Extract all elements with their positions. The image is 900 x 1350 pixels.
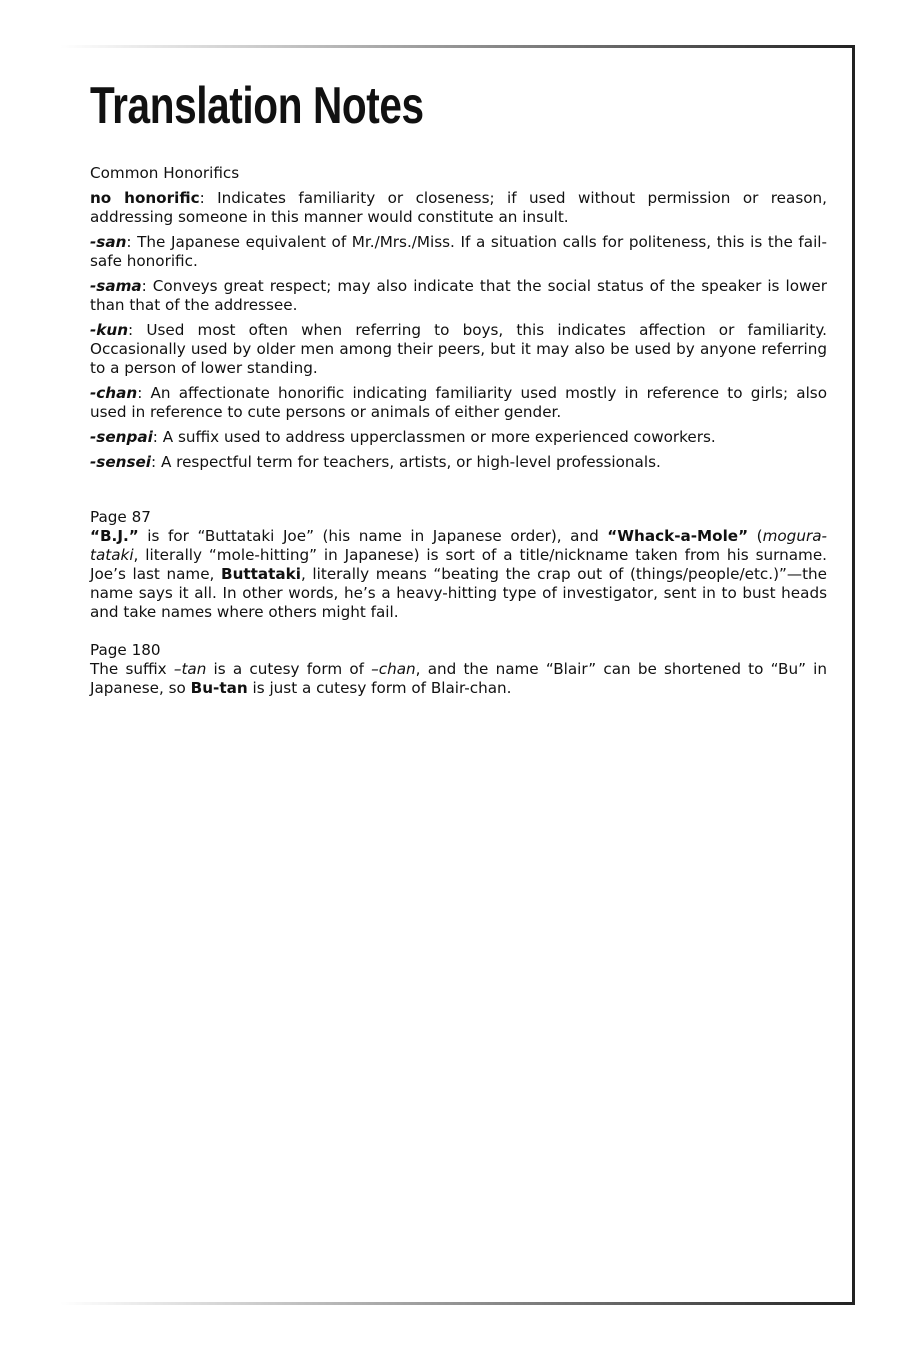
note-page-label: Page 87 [90, 508, 151, 526]
emphasized-term: –chan [371, 660, 416, 678]
page-notes [90, 508, 827, 698]
emphasized-term: “Whack-a-Mole” [607, 527, 749, 545]
text-run: The suffix [90, 660, 174, 678]
content [90, 164, 827, 717]
text-run: : An affectionate honorific indicating familiarity used mostly in reference to girls; also used in reference to cute persons or animals of either gender. [90, 384, 827, 421]
page-title: Translation Notes [90, 77, 424, 135]
emphasized-term: no honorific [90, 189, 200, 207]
honorific-entry [90, 384, 827, 422]
note-page-label: Page 180 [90, 641, 161, 659]
honorific-entry [90, 453, 827, 472]
note-text [90, 527, 827, 622]
honorific-entry [90, 428, 827, 447]
emphasized-term: -kun [90, 321, 129, 339]
text-run: , and the name “Blair” can be shortened to “Bu” in Japanese, so [90, 660, 827, 697]
emphasized-term: –tan [173, 660, 207, 678]
page-border-right [852, 45, 855, 1305]
text-run: : Used most often when referring to boys, this indicates affection or familiarity. Occasionally used by older men among their peers, but it may also be used by anyone referring to a person of lower standing. [90, 321, 827, 377]
text-run: is just a cutesy form of Blair-chan. [247, 679, 512, 697]
honorific-entry [90, 189, 827, 227]
emphasized-term: -sama [90, 277, 142, 295]
page-border-top [60, 45, 855, 48]
honorific-entry [90, 277, 827, 315]
emphasized-term: Buttataki [221, 565, 301, 583]
emphasized-term: -senpai [90, 428, 153, 446]
text-run: ( [748, 527, 763, 545]
text-run: , literally “mole-hitting” in Japanese) is sort of a title/nickname taken from his surname. Joe’s last name, [90, 546, 827, 583]
page-border-bottom [60, 1302, 855, 1305]
emphasized-term: mogura-tataki [90, 527, 827, 564]
text-run: is a cutesy form of [206, 660, 372, 678]
emphasized-term: “B.J.” [90, 527, 139, 545]
text-run: : Conveys great respect; may also indicate that the social status of the speaker is lower than that of the addressee. [90, 277, 827, 314]
text-run: , literally means “beating the crap out of (things/people/etc.)”—the name says it all. In other words, he’s a heavy-hitting type of investigator, sent in to bust heads and take names where others might fail. [90, 565, 827, 621]
note-text [90, 660, 827, 698]
text-run: : A respectful term for teachers, artists, or high-level professionals. [151, 453, 661, 471]
text-run: : The Japanese equivalent of Mr./Mrs./Miss. If a situation calls for politeness, this is the fail-safe honorific. [90, 233, 827, 270]
emphasized-term: -chan [90, 384, 138, 402]
emphasized-term: -sensei [90, 453, 152, 471]
text-run: is for “Buttataki Joe” (his name in Japanese order), and [138, 527, 608, 545]
honorifics-list [90, 189, 827, 472]
text-run: : A suffix used to address upperclassmen or more experienced coworkers. [152, 428, 716, 446]
text-run: : Indicates familiarity or closeness; if used without permission or reason, addressing someone in this manner would constitute an insult. [90, 189, 827, 226]
emphasized-term: -san [90, 233, 127, 251]
section-spacer [90, 478, 827, 508]
emphasized-term: Bu-tan [190, 679, 248, 697]
honorific-entry [90, 233, 827, 271]
honorifics-heading: Common Honorifics [90, 164, 240, 182]
honorific-entry [90, 321, 827, 378]
